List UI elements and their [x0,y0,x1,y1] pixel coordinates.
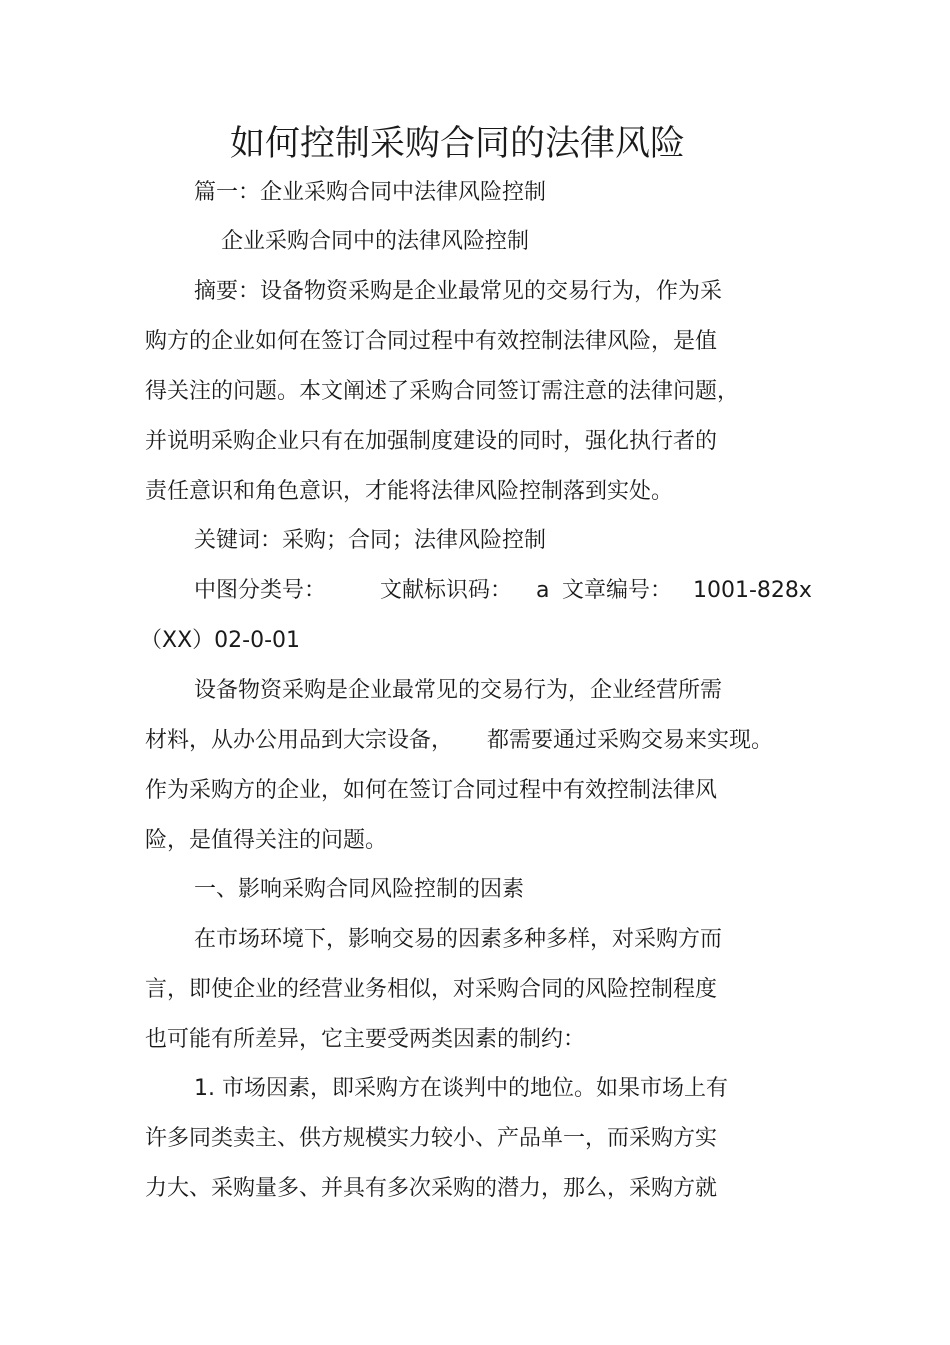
paragraph-line: 作为采购方的企业，如何在签订合同过程中有效控制法律风 [145,778,718,803]
article-no: 1001-828x [693,578,812,603]
section-heading-1: 一、影响采购合同风险控制的因素 [194,877,525,902]
paragraph-line: 在市场环境下，影响交易的因素多种多样，对采购方而 [194,927,723,952]
paragraph-line: 许多同类卖主、供方规模实力较小、产品单一，而采购方实 [145,1126,718,1151]
section-heading: 篇一：企业采购合同中法律风险控制 [194,180,547,205]
clc-label: 中图分类号： [194,578,327,603]
doc-code: a [536,578,550,603]
abstract-line: 责任意识和角色意识，才能将法律风险控制落到实处。 [145,479,674,504]
paragraph-line: 1. 市场因素，即采购方在谈判中的地位。如果市场上有 [194,1076,728,1101]
paragraph-line: 也可能有所差异，它主要受两类因素的制约： [145,1027,586,1052]
abstract-line: 摘要：设备物资采购是企业最常见的交易行为，作为采 [194,279,723,304]
keywords: 关键词：采购；合同；法律风险控制 [194,528,547,553]
abstract-line: 购方的企业如何在签订合同过程中有效控制法律风险，是值 [145,329,718,354]
doc-code-label: 文献标识码： [380,578,513,603]
paragraph-line: 言，即使企业的经营业务相似，对采购合同的风险控制程度 [145,977,718,1002]
document-title: 如何控制采购合同的法律风险 [229,124,685,164]
issue-number: （XX）02-0-01 [140,628,301,653]
subtitle: 企业采购合同中的法律风险控制 [221,229,530,254]
paragraph-line: 险，是值得关注的问题。 [145,828,388,853]
article-no-label: 文章编号： [562,578,673,603]
paragraph-line: 设备物资采购是企业最常见的交易行为，企业经营所需 [194,678,723,703]
abstract-line: 并说明采购企业只有在加强制度建设的同时，强化执行者的 [145,429,718,454]
abstract-line: 得关注的问题。本文阐述了采购合同签订需注意的法律问题， [145,379,740,404]
paragraph-line: 都需要通过采购交易来实现。 [487,728,774,753]
paragraph-line: 材料，从办公用品到大宗设备， [145,728,454,753]
paragraph-line: 力大、采购量多、并具有多次采购的潜力，那么，采购方就 [145,1176,718,1201]
